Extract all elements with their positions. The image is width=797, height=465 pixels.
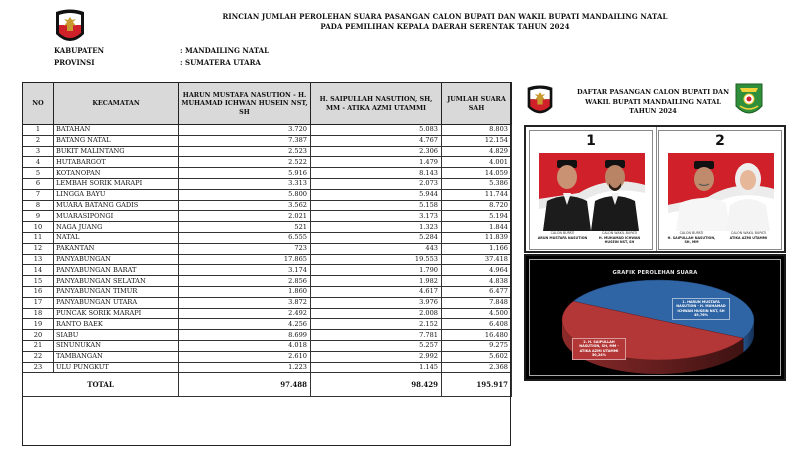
row-number: 16 <box>23 286 54 297</box>
votes-candidate-2: 19.553 <box>311 254 442 265</box>
votes-candidate-2: 3.173 <box>311 211 442 222</box>
row-number: 6 <box>23 178 54 189</box>
votes-total: 6.477 <box>442 286 512 297</box>
table-row <box>23 243 512 254</box>
row-number: 8 <box>23 200 54 211</box>
total-candidate-2: 98.429 <box>311 373 442 397</box>
row-number: 9 <box>23 211 54 222</box>
votes-total: 16.480 <box>442 330 512 341</box>
votes-total: 4.829 <box>442 146 512 157</box>
candidate-name: H. MUHAMAD ICHWAN HUSEIN NST, SH <box>598 235 641 245</box>
votes-candidate-1: 2.523 <box>179 146 311 157</box>
role-label: CALON BUPATI <box>550 231 575 235</box>
row-number: 7 <box>23 189 54 200</box>
role-label: CALON WAKIL BUPATI <box>730 231 767 235</box>
panel-title: DAFTAR PASANGAN CALON BUPATI DAN WAKIL BUPATI MANDAILING NATAL TAHUN 2024 <box>576 88 730 115</box>
total-label: TOTAL <box>23 373 179 397</box>
votes-candidate-1: 5.916 <box>179 168 311 179</box>
votes-candidate-1: 6.555 <box>179 232 311 243</box>
col-header-candidate-2: H. SAIPULLAH NASUTION, SH, MM - ATIKA AZMI UTAMMI <box>311 83 442 125</box>
kecamatan-name: RANTO BAEK <box>54 319 179 330</box>
pie-label-percent: 49,76% <box>693 313 709 318</box>
kecamatan-name: HUTABARGOT <box>54 157 179 168</box>
votes-candidate-1: 2.610 <box>179 351 311 362</box>
votes-total: 4.838 <box>442 276 512 287</box>
role-label: CALON WAKIL BUPATI <box>601 231 638 235</box>
votes-candidate-2: 7.781 <box>311 330 442 341</box>
kecamatan-name: ULU PUNGKUT <box>54 362 179 373</box>
votes-candidate-2: 443 <box>311 243 442 254</box>
votes-candidate-2: 5.284 <box>311 232 442 243</box>
votes-total: 14.059 <box>442 168 512 179</box>
kecamatan-name: MUARASIPONGI <box>54 211 179 222</box>
votes-candidate-1: 2.021 <box>179 211 311 222</box>
table-row <box>23 232 512 243</box>
votes-candidate-1: 2.522 <box>179 157 311 168</box>
candidate-card-2 <box>658 130 782 250</box>
row-number: 21 <box>23 340 54 351</box>
votes-total: 8.720 <box>442 200 512 211</box>
row-number: 19 <box>23 319 54 330</box>
pie-label-text: 1. HARUN MUSTAFA NASUTION - H. MUHAMAD ICHWAN HUSEIN NST, SH <box>676 300 726 313</box>
total-all: 195.917 <box>442 373 512 397</box>
votes-total: 6.408 <box>442 319 512 330</box>
votes-total: 5.194 <box>442 211 512 222</box>
candidate-2-bupati-caption <box>665 231 718 245</box>
votes-candidate-1: 4.256 <box>179 319 311 330</box>
row-number: 12 <box>23 243 54 254</box>
title-line-1: RINCIAN JUMLAH PEROLEHAN SUARA PASANGAN CALON BUPATI DAN WAKIL BUPATI MANDAILING NATAL <box>222 12 668 21</box>
row-number: 4 <box>23 157 54 168</box>
votes-candidate-2: 4.767 <box>311 135 442 146</box>
votes-candidate-1: 2.856 <box>179 276 311 287</box>
table-row <box>23 125 512 136</box>
kecamatan-name: PANYABUNGAN <box>54 254 179 265</box>
table-row <box>23 340 512 351</box>
meta-value: : SUMATERA UTARA <box>180 58 261 67</box>
meta-label: KABUPATEN <box>54 46 104 55</box>
votes-total: 9.275 <box>442 340 512 351</box>
kecamatan-name: PUNCAK SORIK MARAPI <box>54 308 179 319</box>
votes-candidate-1: 17.865 <box>179 254 311 265</box>
votes-candidate-2: 4.617 <box>311 286 442 297</box>
table-row <box>23 297 512 308</box>
votes-total: 1.166 <box>442 243 512 254</box>
votes-candidate-2: 5.158 <box>311 200 442 211</box>
votes-candidate-1: 4.018 <box>179 340 311 351</box>
votes-candidate-1: 723 <box>179 243 311 254</box>
votes-candidate-2: 2.306 <box>311 146 442 157</box>
chart-title: GRAFIK PEROLEHAN SUARA <box>612 270 698 276</box>
votes-candidate-1: 2.492 <box>179 308 311 319</box>
table-body <box>23 125 512 373</box>
table-row <box>23 276 512 287</box>
votes-total: 7.848 <box>442 297 512 308</box>
table-header-row <box>23 83 512 125</box>
votes-total: 37.418 <box>442 254 512 265</box>
kecamatan-name: BUKIT MALINTANG <box>54 146 179 157</box>
kecamatan-name: PAKANTAN <box>54 243 179 254</box>
table-row <box>23 200 512 211</box>
votes-candidate-2: 1.982 <box>311 276 442 287</box>
kecamatan-name: SINUNUKAN <box>54 340 179 351</box>
pie-label-text: 2. H. SAIPULLAH NASUTION, SH, MM - ATIKA AZMI UTAMMI <box>579 340 619 353</box>
votes-candidate-2: 2.073 <box>311 178 442 189</box>
votes-candidate-1: 3.562 <box>179 200 311 211</box>
votes-total: 8.803 <box>442 125 512 136</box>
pie-label-candidate-2 <box>572 338 626 360</box>
votes-total: 4.964 <box>442 265 512 276</box>
votes-candidate-2: 5.083 <box>311 125 442 136</box>
row-number: 23 <box>23 362 54 373</box>
total-candidate-1: 97.488 <box>179 373 311 397</box>
vote-chart <box>524 254 786 381</box>
votes-candidate-2: 5.944 <box>311 189 442 200</box>
pie-label-candidate-1 <box>672 298 730 320</box>
votes-total: 4.500 <box>442 308 512 319</box>
meta-value: : MANDAILING NATAL <box>180 46 270 55</box>
candidate-card-1 <box>529 130 653 250</box>
kecamatan-name: KOTANOPAN <box>54 168 179 179</box>
votes-candidate-1: 1.860 <box>179 286 311 297</box>
row-number: 5 <box>23 168 54 179</box>
votes-candidate-2: 1.479 <box>311 157 442 168</box>
role-label: CALON BUPATI <box>679 231 704 235</box>
table-row <box>23 319 512 330</box>
candidate-number: 1 <box>586 133 596 149</box>
votes-candidate-1: 8.699 <box>179 330 311 341</box>
table-row <box>23 189 512 200</box>
card-divider <box>656 127 657 251</box>
table-row <box>23 135 512 146</box>
candidate-name: H. SAIPULLAH NASUTION, SH, MM <box>667 235 716 245</box>
col-header-kecamatan: KECAMATAN <box>54 83 179 125</box>
kecamatan-name: PANYABUNGAN BARAT <box>54 265 179 276</box>
votes-candidate-2: 5.257 <box>311 340 442 351</box>
table-row <box>23 211 512 222</box>
votes-candidate-1: 7.387 <box>179 135 311 146</box>
candidate-cards <box>524 125 786 253</box>
votes-candidate-1: 3.174 <box>179 265 311 276</box>
votes-candidate-2: 1.790 <box>311 265 442 276</box>
votes-total: 5.386 <box>442 178 512 189</box>
row-number: 2 <box>23 135 54 146</box>
table-row <box>23 254 512 265</box>
votes-total: 11.744 <box>442 189 512 200</box>
kecamatan-name: SIABU <box>54 330 179 341</box>
candidate-1-photo <box>539 153 645 231</box>
kecamatan-name: LINGGA BAYU <box>54 189 179 200</box>
votes-total: 1.844 <box>442 222 512 233</box>
candidate-1-bupati-caption <box>536 231 589 240</box>
kecamatan-name: LEMBAH SORIK MARAPI <box>54 178 179 189</box>
total-row <box>23 373 512 397</box>
votes-candidate-2: 3.976 <box>311 297 442 308</box>
table-row <box>23 308 512 319</box>
table-row <box>23 330 512 341</box>
votes-candidate-2: 2.992 <box>311 351 442 362</box>
table-row <box>23 351 512 362</box>
candidate-1-wakil-caption <box>593 231 646 245</box>
table-row <box>23 157 512 168</box>
table-row <box>23 146 512 157</box>
table-row <box>23 362 512 373</box>
table-row <box>23 286 512 297</box>
meta-label: PROVINSI <box>54 58 95 67</box>
row-number: 15 <box>23 276 54 287</box>
votes-candidate-2: 1.145 <box>311 362 442 373</box>
kecamatan-name: PANYABUNGAN SELATAN <box>54 276 179 287</box>
row-number: 10 <box>23 222 54 233</box>
votes-candidate-2: 2.152 <box>311 319 442 330</box>
votes-total: 12.154 <box>442 135 512 146</box>
row-number: 17 <box>23 297 54 308</box>
kecamatan-name: NATAL <box>54 232 179 243</box>
kecamatan-name: BATANG NATAL <box>54 135 179 146</box>
votes-candidate-2: 1.323 <box>311 222 442 233</box>
table-row <box>23 222 512 233</box>
votes-total: 2.368 <box>442 362 512 373</box>
pie-chart <box>530 260 784 379</box>
row-number: 18 <box>23 308 54 319</box>
table-row <box>23 168 512 179</box>
document-title <box>210 12 680 32</box>
votes-total: 5.602 <box>442 351 512 362</box>
kecamatan-name: NAGA JUANG <box>54 222 179 233</box>
row-number: 1 <box>23 125 54 136</box>
candidate-number: 2 <box>715 133 725 149</box>
votes-candidate-1: 5.800 <box>179 189 311 200</box>
votes-total: 11.839 <box>442 232 512 243</box>
table-row <box>23 178 512 189</box>
kecamatan-name: BATAHAN <box>54 125 179 136</box>
votes-candidate-1: 3.720 <box>179 125 311 136</box>
col-header-no: NO <box>23 83 54 125</box>
row-number: 3 <box>23 146 54 157</box>
votes-candidate-2: 2.008 <box>311 308 442 319</box>
candidate-2-wakil-caption <box>722 231 775 240</box>
candidate-2-photo <box>668 153 774 231</box>
kecamatan-name: PANYABUNGAN TIMUR <box>54 286 179 297</box>
votes-candidate-1: 1.223 <box>179 362 311 373</box>
chart-area <box>529 259 781 376</box>
votes-candidate-1: 3.872 <box>179 297 311 308</box>
col-header-total: JUMLAH SUARA SAH <box>442 83 512 125</box>
row-number: 13 <box>23 254 54 265</box>
row-number: 22 <box>23 351 54 362</box>
kecamatan-name: PANYABUNGAN UTARA <box>54 297 179 308</box>
votes-total: 4.001 <box>442 157 512 168</box>
table-row <box>23 265 512 276</box>
mandailing-natal-emblem-icon <box>734 82 764 120</box>
candidate-name: ARUN MUSTAFA NASUTION <box>537 235 588 240</box>
votes-candidate-1: 3.313 <box>179 178 311 189</box>
pie-label-percent: 50,24% <box>591 353 607 358</box>
kecamatan-name: TAMBANGAN <box>54 351 179 362</box>
kecamatan-name: MUARA BATANG GADIS <box>54 200 179 211</box>
row-number: 14 <box>23 265 54 276</box>
col-header-candidate-1: HARUN MUSTAFA NASUTION - H. MUHAMAD ICHWAN HUSEIN NST, SH <box>179 83 311 125</box>
votes-candidate-2: 8.143 <box>311 168 442 179</box>
votes-candidate-1: 521 <box>179 222 311 233</box>
candidate-name: ATIKA AZMI UTAMMI <box>729 235 768 240</box>
kpu-logo-icon <box>53 8 87 46</box>
row-number: 20 <box>23 330 54 341</box>
kpu-logo-icon <box>525 83 555 119</box>
results-table <box>22 82 512 397</box>
title-line-2: PADA PEMILIHAN KEPALA DAERAH SERENTAK TAHUN 2024 <box>320 22 570 31</box>
row-number: 11 <box>23 232 54 243</box>
